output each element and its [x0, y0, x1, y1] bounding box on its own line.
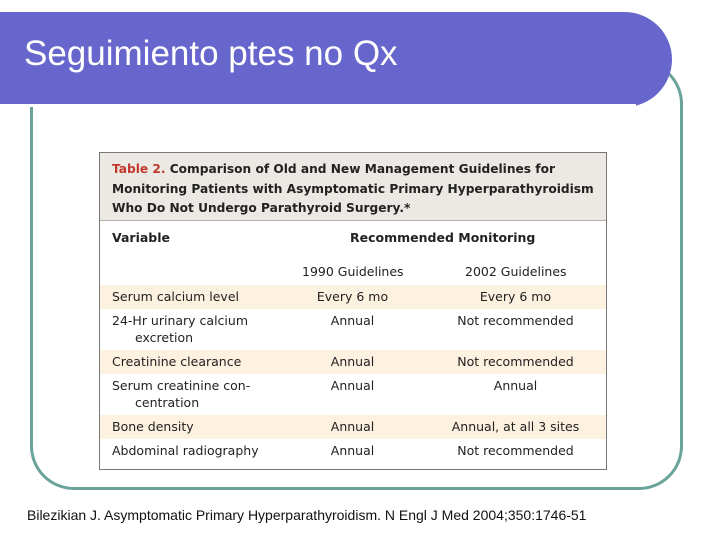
- cell-2002: Annual, at all 3 sites: [451, 419, 580, 434]
- table-row: [100, 374, 606, 415]
- table-header: [100, 221, 606, 285]
- guidelines-table: [99, 152, 607, 470]
- header-variable: Variable: [112, 230, 171, 245]
- cell-1990: Annual: [330, 419, 375, 434]
- cell-variable-text: Bone density: [112, 419, 194, 434]
- cell-1990: Annual: [330, 443, 375, 458]
- cell-2002: Every 6 mo: [479, 289, 552, 304]
- cell-2002: Not recommended: [457, 443, 574, 458]
- cell-2002: Not recommended: [457, 313, 574, 328]
- cell-variable-text: Serum calcium level: [112, 289, 239, 304]
- table-caption: [100, 153, 606, 221]
- table-label: Table 2.: [112, 162, 166, 176]
- table-row: [100, 309, 606, 350]
- table-row: [100, 415, 606, 439]
- cell-1990: Annual: [330, 378, 375, 393]
- table-caption-text: Comparison of Old and New Management Guidelines for Monitoring Patients with Asymptomatic Primary Hyperparathyroidism Who Do Not Undergo Parathyroid Surgery.*: [112, 162, 594, 215]
- cell-variable-text: Abdominal radiography: [112, 443, 259, 458]
- cell-2002: Annual: [493, 378, 538, 393]
- cell-variable: [112, 353, 282, 370]
- header-recommended: Recommended Monitoring: [350, 230, 536, 245]
- cell-variable-text: Creatinine clearance: [112, 354, 242, 369]
- cell-1990: Every 6 mo: [316, 289, 389, 304]
- title-underline: [0, 104, 636, 107]
- cell-variable-continuation: centration: [135, 395, 200, 410]
- table-body: [100, 285, 606, 463]
- header-2002: 2002 Guidelines: [465, 264, 567, 279]
- citation: Bilezikian J. Asymptomatic Primary Hyperparathyroidism. N Engl J Med 2004;350:1746-51: [27, 507, 587, 523]
- cell-variable: [112, 312, 282, 346]
- table-row: [100, 439, 606, 463]
- cell-variable-text: Serum creatinine con-: [112, 378, 251, 393]
- cell-2002: Not recommended: [457, 354, 574, 369]
- cell-variable: [112, 377, 282, 411]
- cell-variable-text: 24-Hr urinary calcium: [112, 313, 249, 328]
- cell-variable: [112, 442, 282, 459]
- cell-1990: Annual: [330, 354, 375, 369]
- cell-variable: [112, 418, 282, 435]
- cell-variable-continuation: excretion: [135, 330, 194, 345]
- table-row: [100, 285, 606, 309]
- cell-variable: [112, 288, 282, 305]
- header-1990: 1990 Guidelines: [302, 264, 404, 279]
- slide-title: Seguimiento ptes no Qx: [24, 34, 398, 73]
- cell-1990: Annual: [330, 313, 375, 328]
- table-row: [100, 350, 606, 374]
